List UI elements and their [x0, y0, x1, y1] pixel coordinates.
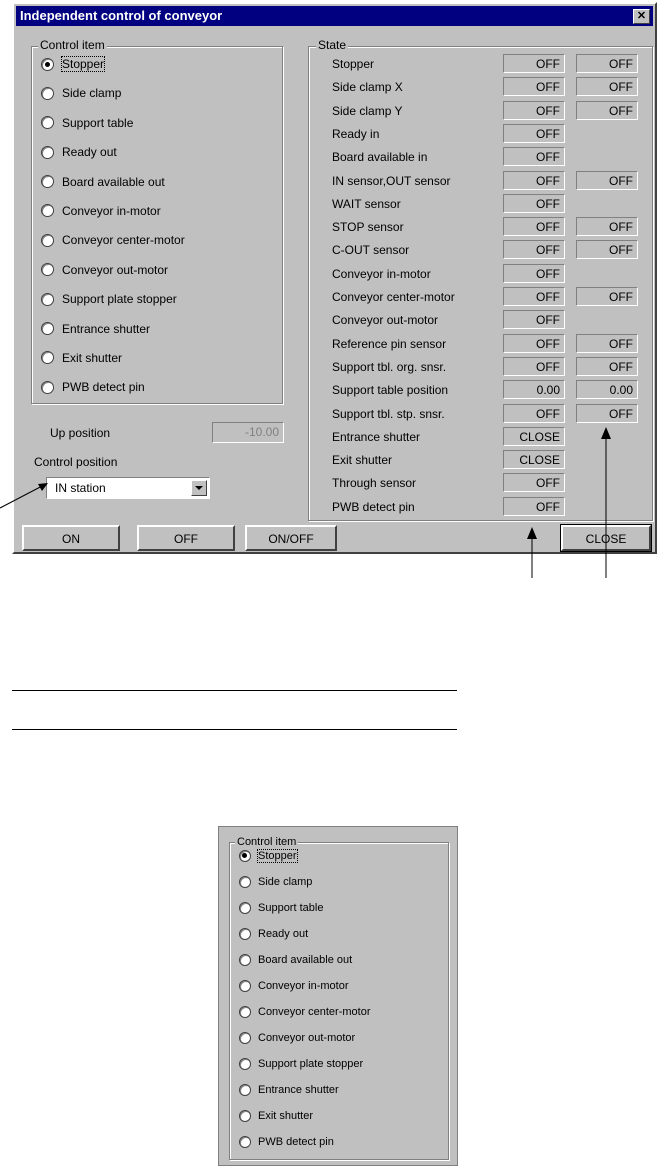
state-value-pwb-detect-pin-1: OFF [503, 497, 565, 516]
state-label-ready-in: Ready in [332, 126, 380, 141]
state-value-wait-sensor-1: OFF [503, 194, 565, 213]
zoomed-control-item-list [239, 846, 439, 1158]
radio-label: Support plate stopper [258, 1058, 364, 1070]
state-value-reference-pin-sensor-2: OFF [576, 334, 638, 353]
radio-label: Side clamp [258, 876, 313, 888]
radio-button-icon[interactable] [239, 1032, 251, 1044]
radio-label: Support plate stopper [62, 292, 177, 307]
state-value-side-clamp-y-2: OFF [576, 101, 638, 120]
control-item-legend: Control item [40, 38, 105, 52]
arrowhead-state-col1 [527, 527, 537, 539]
state-value-stop-sensor-1: OFF [503, 217, 565, 236]
divider-line [12, 690, 457, 691]
state-value-board-available-in-1: OFF [503, 147, 565, 166]
radio-button-icon[interactable] [239, 1006, 251, 1018]
state-value-c-out-sensor-1: OFF [503, 240, 565, 259]
radio-label: PWB detect pin [62, 380, 145, 395]
state-value-through-sensor-1: OFF [503, 473, 565, 492]
radio-label: Support table [62, 115, 134, 130]
radio-label: Stopper [258, 850, 297, 862]
divider-line [12, 729, 457, 730]
state-value-conveyor-in-motor-1: OFF [503, 264, 565, 283]
radio-button-icon[interactable] [239, 850, 251, 862]
state-label-conveyor-out-motor: Conveyor out-motor [332, 313, 439, 328]
radio-button-icon[interactable] [239, 928, 251, 940]
state-value-side-clamp-y-1: OFF [503, 101, 565, 120]
radio-pwb-detect-pin[interactable] [239, 1132, 439, 1152]
radio-support-plate-stopper[interactable] [239, 1054, 439, 1074]
state-label-stopper: Stopper [332, 57, 375, 71]
state-label-board-available-in: Board available in [332, 150, 428, 165]
radio-support-table[interactable] [239, 898, 439, 918]
radio-label: Ready out [62, 145, 117, 160]
radio-stopper[interactable] [239, 846, 439, 866]
radio-label: Entrance shutter [62, 321, 151, 336]
window-title: Independent control of conveyor [20, 8, 223, 23]
radio-button-icon[interactable] [239, 1110, 251, 1122]
radio-conveyor-out-motor[interactable] [239, 1028, 439, 1048]
state-value-conveyor-center-motor-2: OFF [576, 287, 638, 306]
radio-conveyor-center-motor[interactable] [239, 1002, 439, 1022]
radio-exit-shutter[interactable] [239, 1106, 439, 1126]
state-label-in-sensor-out-sensor: IN sensor,OUT sensor [332, 173, 451, 188]
radio-conveyor-in-motor[interactable] [239, 976, 439, 996]
radio-label: Board available out [258, 954, 353, 966]
radio-label: Conveyor center-motor [62, 233, 185, 248]
radio-label: Conveyor in-motor [62, 203, 161, 218]
state-value-conveyor-center-motor-1: OFF [503, 287, 565, 306]
onoff-button[interactable]: ON/OFF [245, 525, 337, 551]
radio-button-icon[interactable] [239, 980, 251, 992]
zoomed-control-item-legend: Control item [237, 836, 297, 848]
off-button[interactable]: OFF [137, 525, 235, 551]
radio-button-icon[interactable] [239, 902, 251, 914]
state-value-side-clamp-x-2: OFF [576, 77, 638, 96]
state-value-support-tbl-org-snsr-1: OFF [503, 357, 565, 376]
state-label-wait-sensor: WAIT sensor [332, 196, 401, 211]
state-label-side-clamp-y: Side clamp Y [332, 103, 403, 118]
state-label-through-sensor: Through sensor [332, 476, 417, 491]
radio-label: Ready out [258, 928, 309, 940]
state-label-entrance-shutter: Entrance shutter [332, 429, 421, 444]
radio-label: Conveyor out-motor [258, 1032, 356, 1044]
state-value-entrance-shutter-1: CLOSE [503, 427, 565, 446]
state-value-stopper-2: OFF [576, 54, 638, 73]
state-label-conveyor-center-motor: Conveyor center-motor [332, 290, 455, 304]
state-value-stopper-1: OFF [503, 54, 565, 73]
radio-button-icon[interactable] [239, 1058, 251, 1070]
state-value-support-tbl-stp-snsr-1: OFF [503, 404, 565, 423]
state-label-support-tbl-stp-snsr: Support tbl. stp. snsr. [332, 406, 445, 421]
state-value-conveyor-out-motor-1: OFF [503, 310, 565, 329]
state-legend: State [318, 38, 347, 52]
radio-ready-out[interactable] [239, 924, 439, 944]
arrow-control-position [0, 484, 46, 508]
radio-button-icon[interactable] [239, 954, 251, 966]
state-label-stop-sensor: STOP sensor [332, 220, 404, 235]
state-label-support-tbl-org-snsr: Support tbl. org. snsr. [332, 359, 447, 374]
state-value-support-table-position-2: 0.00 [576, 380, 638, 399]
state-value-reference-pin-sensor-1: OFF [503, 334, 565, 353]
radio-board-available-out[interactable] [239, 950, 439, 970]
state-value-c-out-sensor-2: OFF [576, 240, 638, 259]
state-value-in-sensor-out-sensor-1: OFF [503, 171, 565, 190]
radio-label: Conveyor in-motor [258, 980, 349, 992]
state-value-exit-shutter-1: CLOSE [503, 450, 565, 469]
close-icon[interactable]: ✕ [633, 9, 650, 24]
radio-label: Side clamp [62, 86, 122, 101]
radio-label: Stopper [62, 57, 105, 71]
up-position-field: -10.00 [212, 422, 284, 443]
state-label-pwb-detect-pin: PWB detect pin [332, 499, 415, 514]
radio-label: Board available out [62, 174, 165, 189]
radio-button-icon[interactable] [239, 1136, 251, 1148]
up-position-label: Up position [50, 426, 111, 440]
state-value-support-tbl-stp-snsr-2: OFF [576, 404, 638, 423]
state-value-in-sensor-out-sensor-2: OFF [576, 171, 638, 190]
on-button[interactable]: ON [22, 525, 120, 551]
radio-label: Exit shutter [62, 350, 123, 365]
radio-label: PWB detect pin [258, 1136, 334, 1148]
state-label-exit-shutter: Exit shutter [332, 453, 393, 468]
zoomed-control-item-panel [218, 826, 458, 1166]
state-value-stop-sensor-2: OFF [576, 217, 638, 236]
radio-entrance-shutter[interactable] [239, 1080, 439, 1100]
radio-button-icon[interactable] [239, 876, 251, 888]
control-position-value: IN station [55, 481, 106, 495]
radio-label: Entrance shutter [258, 1084, 339, 1096]
radio-label: Support table [258, 902, 324, 914]
state-label-conveyor-in-motor: Conveyor in-motor [332, 266, 431, 281]
state-label-support-table-position: Support table position [332, 383, 449, 398]
radio-side-clamp[interactable] [239, 872, 439, 892]
state-label-reference-pin-sensor: Reference pin sensor [332, 336, 447, 351]
radio-label: Conveyor center-motor [258, 1006, 371, 1018]
state-label-c-out-sensor: C-OUT sensor [332, 243, 410, 258]
state-value-side-clamp-x-1: OFF [503, 77, 565, 96]
control-position-label: Control position [34, 455, 118, 469]
radio-button-icon[interactable] [239, 1084, 251, 1096]
radio-label: Exit shutter [258, 1110, 314, 1122]
state-value-support-table-position-1: 0.00 [503, 380, 565, 399]
arrowhead-state-col2 [601, 427, 611, 439]
close-button[interactable]: CLOSE [561, 525, 651, 551]
radio-label: Conveyor out-motor [62, 262, 169, 277]
state-value-ready-in-1: OFF [503, 124, 565, 143]
state-value-support-tbl-org-snsr-2: OFF [576, 357, 638, 376]
state-label-side-clamp-x: Side clamp X [332, 80, 403, 95]
